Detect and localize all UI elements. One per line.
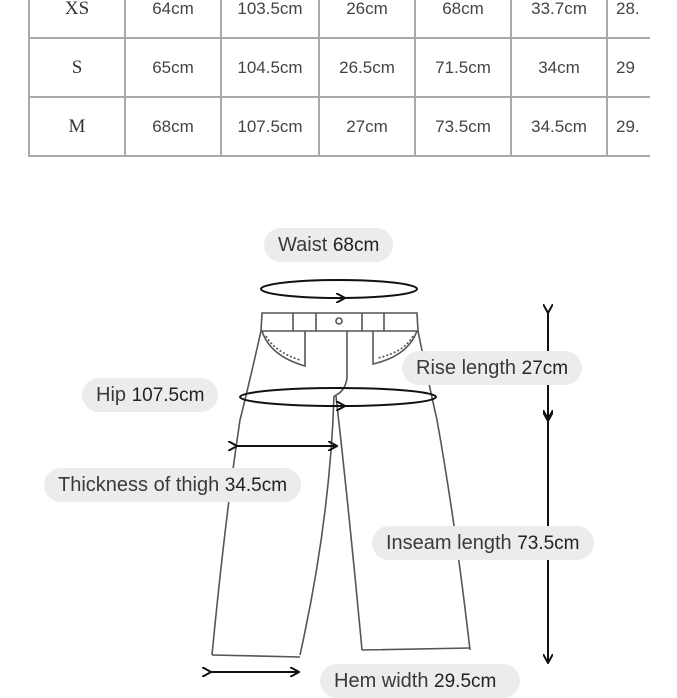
table-cell: 64cm xyxy=(125,0,221,38)
rise-label xyxy=(402,351,582,385)
waist-label-text: Waist xyxy=(278,234,328,256)
table-cell: 27cm xyxy=(319,97,415,156)
inseam-label-text: Inseam length xyxy=(386,532,512,554)
thigh-label-text: Thickness of thigh xyxy=(58,474,220,496)
table-cell: 29 xyxy=(607,38,650,97)
table-cell: 29. xyxy=(607,97,650,156)
table-cell: 28. xyxy=(607,0,650,38)
hem-label xyxy=(320,664,520,698)
hip-label xyxy=(82,378,218,412)
rise-value: 27cm xyxy=(521,358,569,379)
waist-label xyxy=(264,228,393,262)
table-cell: 103.5cm xyxy=(221,0,319,38)
thigh-label xyxy=(44,468,301,502)
hem-value: 29.5cm xyxy=(434,671,497,692)
table-cell: 26cm xyxy=(319,0,415,38)
inseam-value: 73.5cm xyxy=(517,533,580,554)
inseam-label xyxy=(372,526,594,560)
table-cell: 68cm xyxy=(125,97,221,156)
table-cell: 73.5cm xyxy=(415,97,511,156)
thigh-value: 34.5cm xyxy=(224,475,288,496)
waist-measure-line xyxy=(261,280,417,298)
hip-value: 107.5cm xyxy=(131,385,205,406)
hem-label-text: Hem width xyxy=(334,670,429,692)
hip-label-text: Hip xyxy=(96,384,127,406)
size-cell: M xyxy=(29,97,125,156)
table-cell: 65cm xyxy=(125,38,221,97)
table-cell: 34.5cm xyxy=(511,97,607,156)
table-cell: 71.5cm xyxy=(415,38,511,97)
table-cell: 34cm xyxy=(511,38,607,97)
size-cell: S xyxy=(29,38,125,97)
size-cell: XS xyxy=(29,0,125,38)
table-cell: 68cm xyxy=(415,0,511,38)
rise-label-text: Rise length xyxy=(416,357,517,379)
table-cell: 26.5cm xyxy=(319,38,415,97)
table-cell: 104.5cm xyxy=(221,38,319,97)
hip-measure-line xyxy=(240,388,436,406)
table-cell: 107.5cm xyxy=(221,97,319,156)
waist-value: 68cm xyxy=(332,235,380,256)
table-cell: 33.7cm xyxy=(511,0,607,38)
